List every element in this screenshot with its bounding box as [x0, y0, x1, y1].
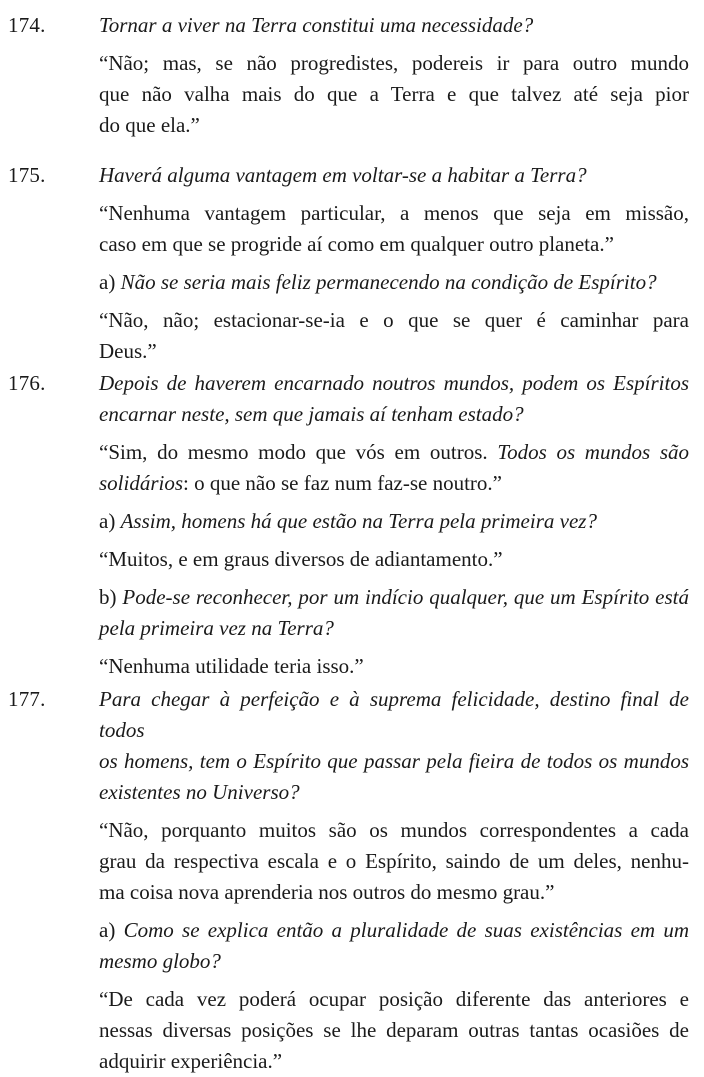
entry-number: 174. [8, 13, 46, 37]
answer-line: “Não, porquanto muitos são os mundos correspondentes a cada [99, 818, 689, 842]
question-line: Como se explica então a pluralidade de suas existências em um [123, 918, 690, 942]
question-line: os homens, tem o Espírito que passar pela fieira de todos os mundos [99, 749, 689, 773]
answer-line [99, 468, 689, 499]
entry-177 [0, 684, 703, 1077]
entry-number: 177. [8, 687, 46, 711]
answer [99, 437, 689, 499]
question-line: encarnar neste, sem que jamais aí tenham estado? [99, 402, 524, 426]
sub-label: a) [99, 270, 116, 294]
question-line: Assim, homens há que estão na Terra pela primeira vez? [120, 509, 597, 533]
entry-174 [0, 10, 703, 141]
answer [99, 305, 689, 367]
question-line: Para chegar à perfeição e à suprema felicidade, destino final de todos [99, 687, 689, 742]
answer-line: adquirir experiência.” [99, 1049, 283, 1073]
answer-line: do que ela.” [99, 113, 200, 137]
answer-line: “Nenhuma utilidade teria isso.” [99, 654, 364, 678]
question-line: Não se seria mais feliz permanecendo na condição de Espírito? [120, 270, 657, 294]
answer-emphasis: Todos os mundos são [497, 440, 689, 464]
answer-line: grau da respectiva escala e o Espírito, saindo de um deles, nenhu- [99, 849, 689, 873]
question-line: Depois de haverem encarnado noutros mundos, podem os Espíritos [99, 371, 689, 395]
question-line: Haverá alguma vantagem em voltar-se a habitar a Terra? [99, 163, 587, 187]
sub-question [99, 506, 689, 537]
answer-line: nessas diversas posições se lhe deparam outras tantas ocasiões de [99, 1018, 689, 1042]
question-line: Tornar a viver na Terra constitui uma necessidade? [99, 13, 534, 37]
answer-line: ma coisa nova aprenderia nos outros do mesmo grau.” [99, 880, 555, 904]
sub-question [99, 915, 689, 977]
answer [99, 984, 689, 1077]
question-line: existentes no Universo? [99, 780, 300, 804]
answer-emphasis: solidários [99, 471, 184, 495]
entry-175 [0, 160, 703, 367]
entry-176 [0, 368, 703, 682]
answer-line: que não valha mais do que a Terra e que talvez até seja pior [99, 82, 689, 106]
answer-line: “Muitos, e em graus diversos de adiantamento.” [99, 547, 503, 571]
entry-number: 175. [8, 163, 46, 187]
sub-label: a) [99, 918, 116, 942]
answer [99, 651, 689, 682]
question-line: pela primeira vez na Terra? [99, 616, 334, 640]
sub-question [99, 582, 689, 644]
answer-line [99, 437, 689, 468]
answer-line: “Não, não; estacionar-se-ia e o que se quer é caminhar para [99, 308, 689, 332]
sub-question [99, 267, 689, 298]
sub-label: b) [99, 585, 117, 609]
answer [99, 198, 689, 260]
answer [99, 544, 689, 575]
answer [99, 48, 689, 141]
entry-number: 176. [8, 371, 46, 395]
answer-line: “Nenhuma vantagem particular, a menos que seja em missão, [99, 201, 689, 225]
answer-line: “Não; mas, se não progredistes, podereis ir para outro mundo [99, 51, 689, 75]
question-line: mesmo globo? [99, 949, 221, 973]
sub-label: a) [99, 509, 116, 533]
question-line: Pode-se reconhecer, por um indício qualquer, que um Espírito está [122, 585, 689, 609]
answer-text: “Sim, do mesmo modo que vós em outros. [99, 440, 498, 464]
answer-text: : o que não se faz num faz-se noutro.” [183, 471, 502, 495]
answer-line: caso em que se progride aí como em qualquer outro planeta.” [99, 232, 614, 256]
answer [99, 815, 689, 908]
answer-line: Deus.” [99, 339, 157, 363]
answer-line: “De cada vez poderá ocupar posição diferente das anteriores e [99, 987, 689, 1011]
